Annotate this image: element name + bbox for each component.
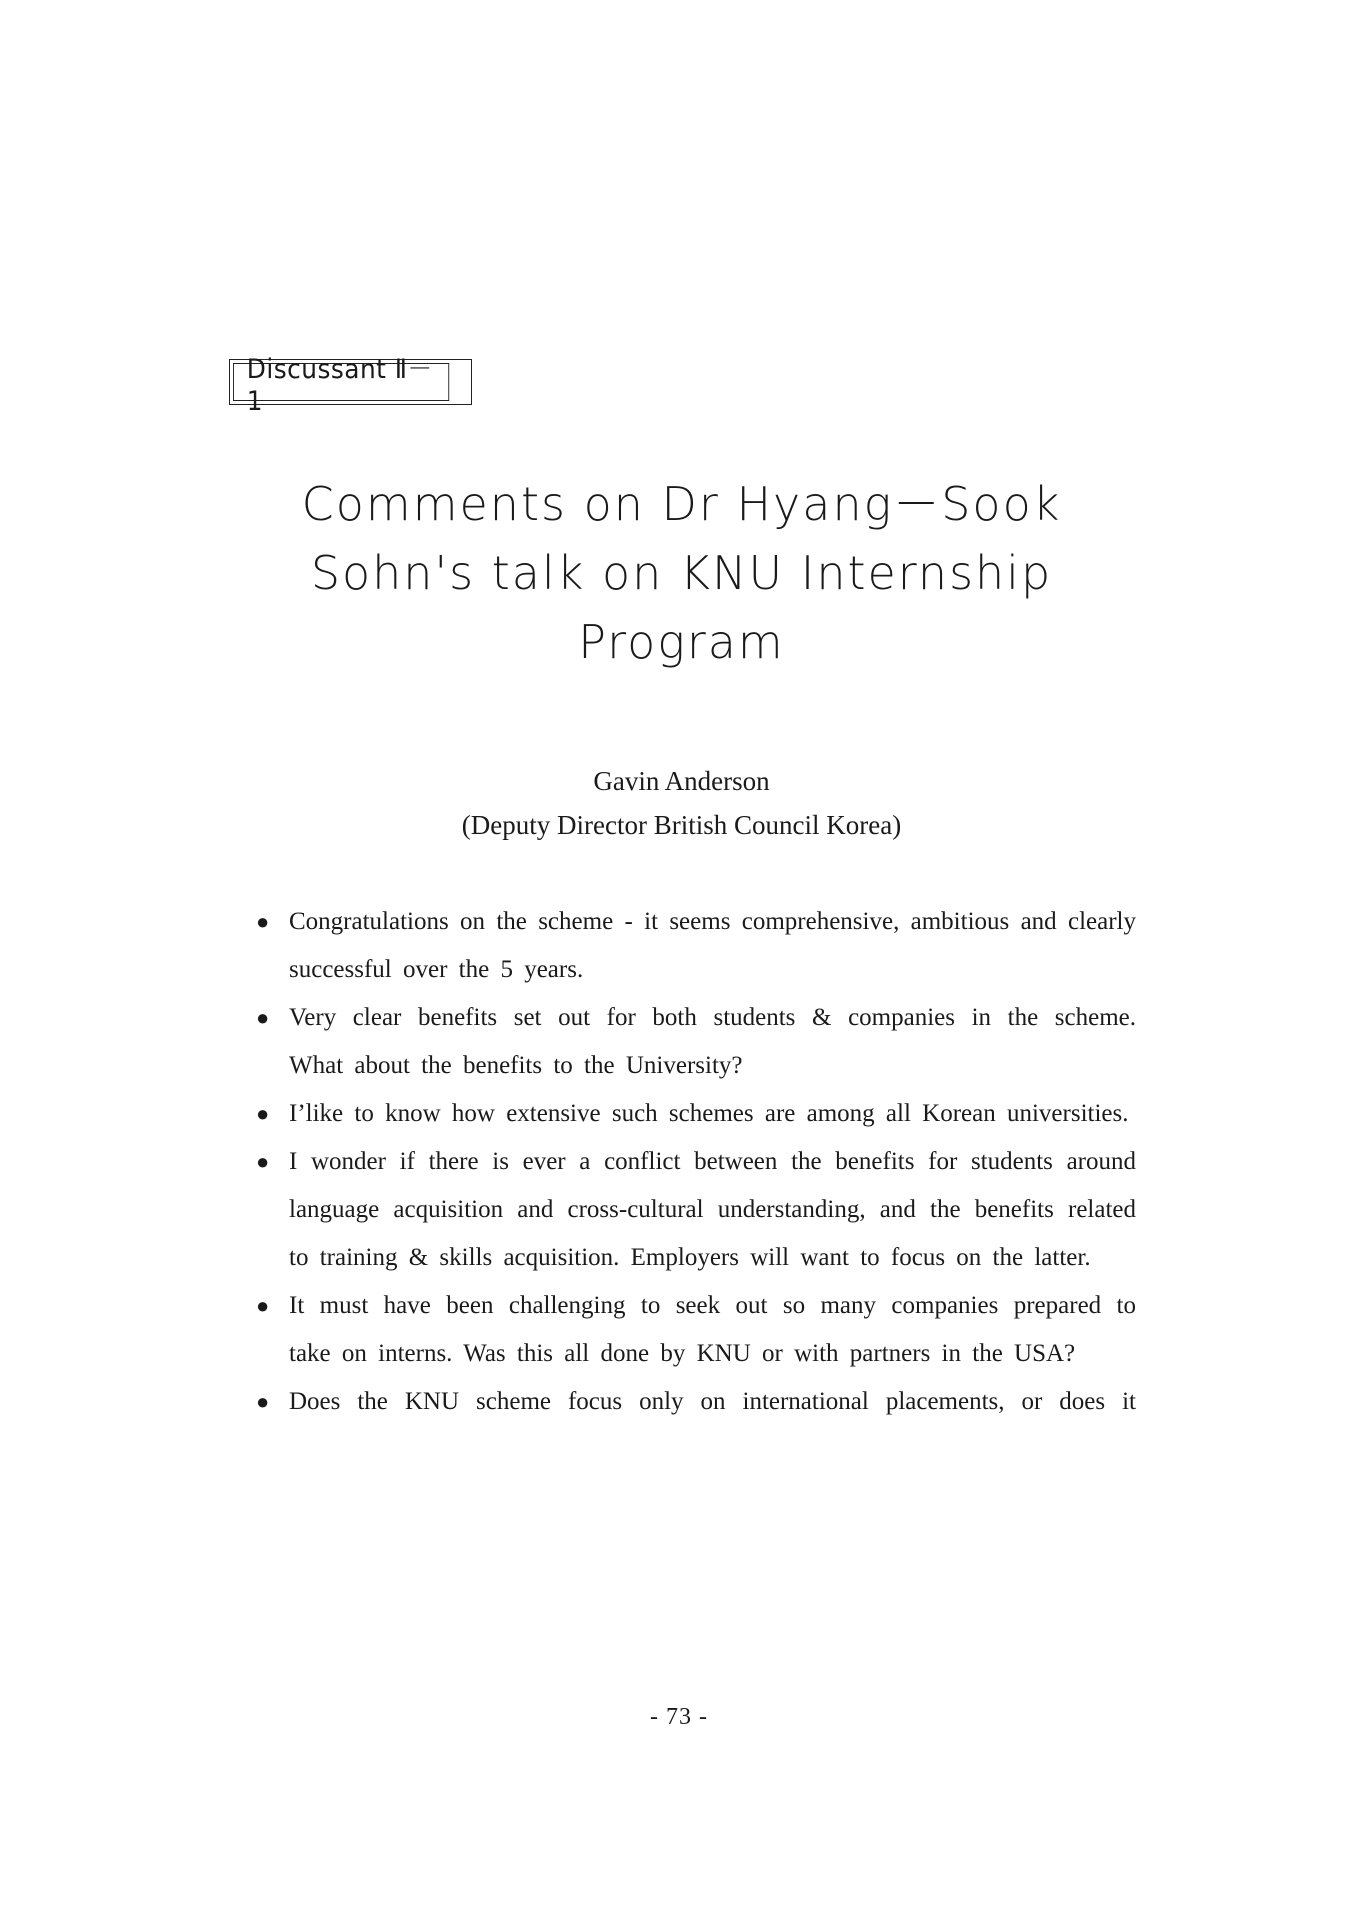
section-label: Discussant Ⅱ－1 (233, 363, 449, 401)
page-number: - 73 - (650, 1704, 708, 1730)
title-line: Sohn's talk on KNU Internship (310, 546, 1053, 600)
bullet-icon: ● (256, 1389, 270, 1414)
bullet-icon: ● (256, 909, 270, 934)
list-item-text: Congratulations on the scheme - it seems comprehensive, ambitious and clearly successful over the 5 years. (289, 908, 1136, 983)
author-block (229, 759, 1134, 847)
author-name: Gavin Anderson (593, 766, 770, 796)
title-line: Comments on Dr Hyang－Sook (301, 477, 1062, 531)
list-item (254, 1138, 1136, 1282)
section-label-box (229, 354, 472, 417)
list-item (254, 1378, 1136, 1426)
bullet-icon: ● (256, 1101, 270, 1126)
author-affiliation: (Deputy Director British Council Korea) (461, 810, 902, 840)
list-item-text: Very clear benefits set out for both students & companies in the scheme. What about the benefits to the University? (289, 1004, 1136, 1079)
list-item-text: I wonder if there is ever a conflict between the benefits for students around language acquisition and cross-cultural understanding, and the benefits related to training & skills acquisition. Employers will want to focus on the latter. (289, 1148, 1136, 1271)
list-item-text: I’like to know how extensive such schemes are among all Korean universities. (289, 1100, 1129, 1127)
list-item (254, 1090, 1136, 1138)
list-item-text: Does the KNU scheme focus only on international placements, or does it (289, 1388, 1136, 1415)
list-item (254, 994, 1136, 1090)
list-item-text: It must have been challenging to seek out so many companies prepared to take on interns. Was this all done by KNU or with partners in the USA? (289, 1292, 1136, 1367)
comment-list (254, 898, 1136, 1426)
list-item (254, 1282, 1136, 1378)
bullet-icon: ● (256, 1005, 270, 1030)
title-line: Program (578, 615, 785, 669)
page-title (229, 470, 1134, 677)
bullet-icon: ● (256, 1293, 270, 1318)
bullet-icon: ● (256, 1149, 270, 1174)
list-item (254, 898, 1136, 994)
